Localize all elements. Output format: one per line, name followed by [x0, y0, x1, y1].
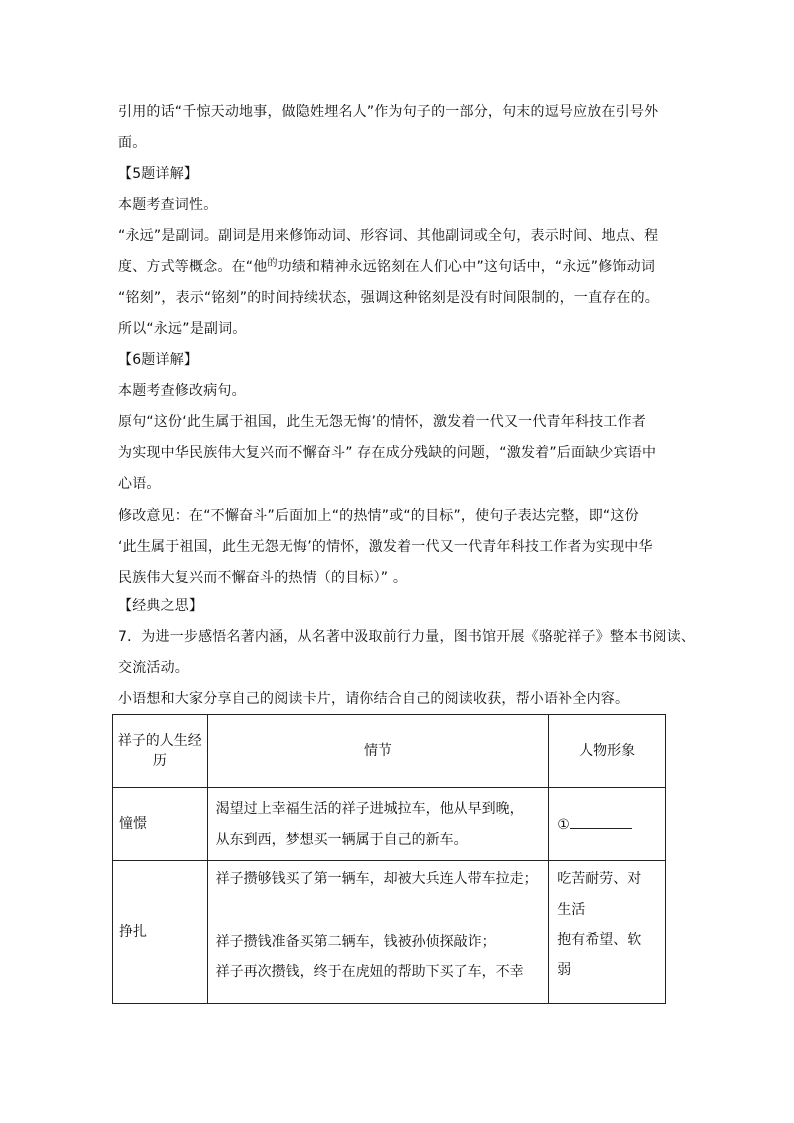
reading-card-table: [112, 714, 666, 1004]
plot-cell: [207, 788, 549, 861]
text-line: 心语。: [118, 476, 161, 492]
header-text: 祥子的人生经: [117, 733, 202, 749]
question-text: 小语想和大家分享自己的阅读卡片，请你结合自己的阅读收获，帮小语补全内容。: [118, 691, 630, 707]
text-line: ‘此生属于祖国，此生无怨无悔’的情怀，激发着一代又一代青年科技工作者为实现中华: [118, 539, 653, 555]
plot-line: 祥子攒够钱买了第一辆车，却被大兵连人带车拉走；: [215, 871, 538, 887]
text-line: 所以“永远”是副词。: [118, 321, 247, 337]
header-cell-plot: 情节: [207, 715, 549, 788]
plot-cell: [207, 861, 549, 1004]
text-line: 民族伟大复兴而不懈奋斗的热情（的目标）” 。: [118, 570, 408, 586]
section-heading: 【经典之思】: [118, 598, 204, 614]
text-line: 本题考查词性。: [118, 197, 218, 213]
text-line: “永远”是副词。副词是用来修饰动词、形容词、其他副词或全句，表示时间、地点、程: [118, 228, 659, 244]
plot-line: 渴望过上幸福生活的祥子进城拉车，他从早到晚，: [215, 800, 524, 817]
answer-blank-cell[interactable]: [549, 788, 666, 861]
table-header-row: [113, 715, 666, 788]
text-line: [118, 257, 655, 279]
image-cell: [549, 861, 666, 1004]
header-cell-stage: [113, 715, 208, 788]
text-line: “铭刻”，表示“铭刻”的时间持续状态，强调这种铭刻是没有时间限制的，一直存在的。: [118, 290, 660, 306]
text-segment: 度、方式等概念。在“他: [118, 259, 268, 275]
text-line: 修改意见：在“不懈奋斗”后面加上“的热情”或“的目标”，使句子表达完整，即“这份: [118, 508, 639, 524]
question-text: 7．为进一步感悟名著内涵，从名著中汲取前行力量，图书馆开展《骆驼祥子》整本书阅读、: [118, 629, 696, 645]
text-line: 本题考查修改病句。: [118, 383, 246, 399]
table-row: [113, 788, 666, 861]
blank-number: ①: [557, 816, 570, 833]
image-line: 生活: [557, 902, 586, 918]
image-line: 吃苦耐劳、对: [557, 871, 642, 887]
header-text: 历: [152, 753, 167, 769]
plot-line: 祥子再次攒钱，终于在虎妞的帮助下买了车，不幸: [215, 964, 524, 980]
text-line: 引用的话“千惊天动地事，做隐姓埋名人”作为句子的一部分，句末的逗号应放在引号外: [118, 104, 659, 120]
question-text: 交流活动。: [118, 660, 189, 676]
text-segment: 功绩和精神永远铭刻在人们心中”这句话中，“永远”修饰动词: [277, 259, 656, 275]
text-line: 面。: [118, 135, 147, 151]
stage-cell: 挣扎: [113, 861, 208, 1004]
image-line: 弱: [557, 962, 572, 978]
answer-blank[interactable]: [570, 814, 632, 829]
text-line: 原句“这份‘此生属于祖国，此生无怨无悔’的情怀，激发着一代又一代青年科技工作者: [118, 414, 646, 430]
image-line: 抱有希望、软: [557, 932, 642, 948]
plot-line: 从东到西，梦想买一辆属于自己的新车。: [215, 831, 468, 848]
text-line: 为实现中华民族伟大复兴而不懈奋斗” 存在成分残缺的问题，“激发着”后面缺少宾语中: [118, 445, 657, 461]
plot-line: 祥子攒钱准备买第二辆车，钱被孙侦探敲诈；: [215, 934, 496, 950]
section-heading: 【5题详解】: [118, 166, 199, 182]
superscript-char: 的: [267, 258, 278, 269]
table-row: [113, 861, 666, 1004]
header-cell-image: 人物形象: [549, 715, 666, 788]
stage-cell: 憧憬: [113, 788, 208, 861]
section-heading: 【6题详解】: [118, 352, 199, 368]
